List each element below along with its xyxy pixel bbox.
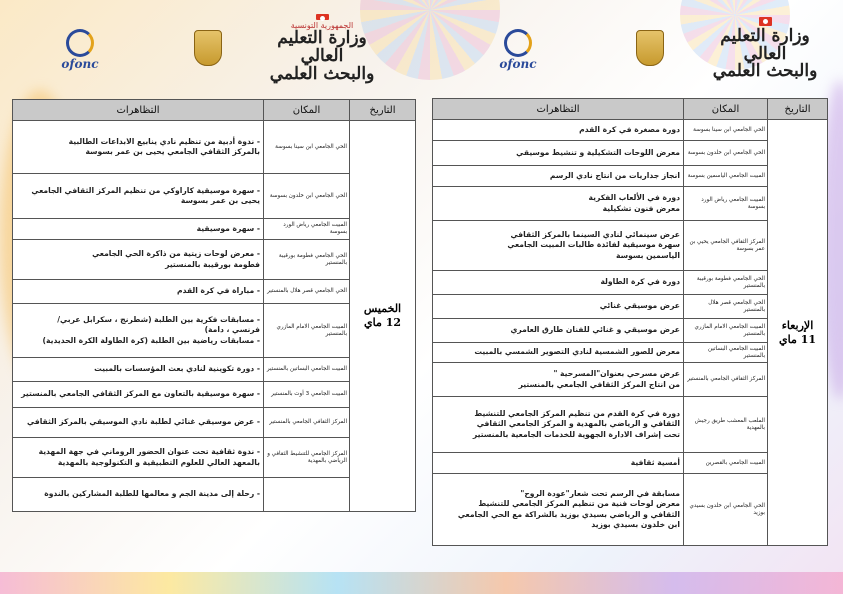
event-line: - سهرة موسيقية كاراوكي من تنظيم المركز الثقافي الجامعي xyxy=(31,185,260,195)
event-line: دورة في الألعاب الفكرية xyxy=(588,193,680,203)
event-line: - ندوة أدبية من تنظيم نادي ينابيع الابداعات الطالبية xyxy=(68,136,260,146)
event-line: الياسمين بسوسة xyxy=(616,250,680,260)
place-cell: المبيت الجامعي رياض الورد بسوسة xyxy=(264,219,350,240)
place-cell: الحي الجامعي ابن خلدون بسيدي بوزيد xyxy=(684,474,768,546)
event-line: عرض مسرحي بعنوان"المسرحية " xyxy=(553,369,680,379)
flag-icon xyxy=(759,17,772,26)
event-line: الثقافي و الرياضي بالمهدية و المركز الجامعي الثقافي xyxy=(476,419,680,429)
ministry-title-line1: وزارة التعليم العالي xyxy=(277,28,367,67)
date-cell xyxy=(350,121,416,512)
page-header xyxy=(0,0,843,95)
decor-bottom-band xyxy=(0,572,843,594)
events-cell xyxy=(13,240,264,280)
event-line: - سهرة موسيقية xyxy=(196,223,260,233)
crest-icon xyxy=(636,30,664,66)
place-cell: المبيت الجامعي بالقصرين xyxy=(684,453,768,474)
event-line: تحت إشراف الادارة الجهوية للخدمات الجامعية بالمنستير xyxy=(472,429,680,439)
schedule-table-thursday xyxy=(12,99,416,512)
events-cell xyxy=(13,408,264,438)
day-label: الإربعاء xyxy=(781,318,814,332)
date-label: 11 ماي xyxy=(779,332,816,346)
place-cell xyxy=(264,478,350,512)
place-cell: الملعب المعشب طريق رجيش بالمهدية xyxy=(684,397,768,453)
event-line: عرض موسيقي غنائي xyxy=(599,301,680,311)
place-cell: المبيت الجامعي الامام المازري بالمنستير xyxy=(684,319,768,343)
date-cell xyxy=(768,120,828,546)
event-line: الثقافي و الرياضي بسيدي بوزيد بالشراكة مع الحي الجامعي xyxy=(457,509,680,519)
event-line: - سهرة موسيقية بالتعاون مع المركز الثقافي الجامعي بالمنستير xyxy=(21,389,260,399)
ministry-logo-center xyxy=(262,14,382,84)
events-cell xyxy=(13,358,264,382)
date-label: 12 ماي xyxy=(364,316,401,329)
events-cell xyxy=(433,187,684,221)
ministry-title-line2: والبحث العلمي xyxy=(269,64,375,85)
event-line: - رحلة إلى مدينة الجم و معالمها للطلبة المشاركين بالندوة xyxy=(44,489,260,499)
ofonc-mark-icon xyxy=(66,29,94,57)
place-cell: الحي الجامعي ابن سينا بسوسة xyxy=(684,120,768,141)
tunisia-crest-right xyxy=(630,28,670,68)
republic-label: الجمهورية xyxy=(320,21,354,31)
events-cell xyxy=(433,397,684,453)
events-cell xyxy=(13,382,264,408)
ministry-logo-right xyxy=(700,14,830,84)
place-cell: المبيت الجامعي الياسمين بسوسة xyxy=(684,166,768,187)
place-cell: المركز الجامعي للتنشيط الثقافي و الرياضي بالمهدية xyxy=(264,438,350,478)
events-cell xyxy=(13,438,264,478)
place-cell: الحي الجامعي ابن خلدون بسوسة xyxy=(684,141,768,166)
col-header-place: المكان xyxy=(264,100,350,121)
place-cell: الحي الجامعي ابن خلدون بسوسة xyxy=(264,174,350,219)
place-cell: المبيت الجامعي 3 أوت بالمنستير xyxy=(264,382,350,408)
ministry-title-line1: وزارة التعليم العالي xyxy=(720,25,810,64)
events-cell xyxy=(433,295,684,319)
events-cell xyxy=(433,221,684,271)
place-cell: المركز الثقافي الجامعي بالمنستير xyxy=(684,363,768,397)
place-cell: الحي الجامعي ابن سينا بسوسة xyxy=(264,121,350,174)
events-cell xyxy=(13,478,264,512)
event-line: عرض موسيقي و غنائي للفنان طارق العامري xyxy=(510,325,680,335)
events-cell xyxy=(433,474,684,546)
ofonc-logo-right xyxy=(488,20,548,80)
schedule-table-wednesday xyxy=(432,98,828,546)
tunisia-crest-left xyxy=(188,28,228,68)
event-line: دورة في كرة الطاولة xyxy=(600,277,680,287)
events-cell xyxy=(433,166,684,187)
event-line: - عرض موسيقي غنائي لطلبة نادي الموسيقي بالمركز الثقافي xyxy=(27,417,260,427)
table-row xyxy=(13,121,416,174)
events-cell xyxy=(13,219,264,240)
events-cell xyxy=(433,319,684,343)
col-header-date: التاريخ xyxy=(768,99,828,120)
place-cell: المركز الثقافي الجامعي بالمنستير xyxy=(264,408,350,438)
events-cell xyxy=(13,121,264,174)
event-line: - دورة تكوينية لنادي بعث المؤسسات بالمبيت xyxy=(94,364,260,374)
place-cell: المبيت الجامعي رياض الورد بسوسة xyxy=(684,187,768,221)
event-line: دورة في كرة القدم من تنظيم المركز الجامعي للتنشيط xyxy=(474,409,680,419)
events-cell xyxy=(433,120,684,141)
events-cell xyxy=(433,271,684,295)
crest-icon xyxy=(194,30,222,66)
event-line: مسابقة في الرسم تحت شعار"عودة الروح" xyxy=(520,489,680,498)
event-line: بالمعهد العالي للعلوم التطبيقية و التكنولوجية بالمهدية xyxy=(57,457,260,467)
tunisian-label: التونسية xyxy=(290,21,319,31)
events-cell xyxy=(13,174,264,219)
event-line: معرض لوحات فنية من تنظيم المركز الجامعي للتنشيط xyxy=(478,499,680,509)
place-cell: الحي الجامعي فطومة بورقيبة بالمنستير xyxy=(684,271,768,295)
event-line: معرض فنون تشكيلية xyxy=(602,203,680,213)
event-line: أمسية ثقافية xyxy=(630,457,680,467)
ofonc-label: ofonc xyxy=(499,57,537,71)
events-cell xyxy=(433,141,684,166)
place-cell: المبيت الجامعي الامام المازري بالمنستير xyxy=(264,304,350,358)
event-line: - مسابقات فكرية بين الطلبة (شطرنج ، سكرابل عربي/ xyxy=(57,315,260,325)
event-line: - معرض لوحات زيتية من ذاكرة الحي الجامعي xyxy=(92,249,260,259)
place-cell: الحي الجامعي قصر هلال بالمنستير xyxy=(684,295,768,319)
place-cell: المبيت الجامعي البساتين بالمنستير xyxy=(264,358,350,382)
ofonc-logo-left xyxy=(50,20,110,80)
event-line: - مسابقات رياضية بين الطلبة (كرة الطاولة الكرة الحديدية) xyxy=(42,335,260,345)
day-label: الخميس xyxy=(363,302,402,316)
flag-icon xyxy=(316,14,329,20)
place-cell: الحي الجامعي قصر هلال بالمنستير xyxy=(264,280,350,304)
event-line: عرض سينمائي لنادي السينما بالمركز الثقافي xyxy=(510,230,680,240)
event-line: بالمركز الثقافي الجامعي يحيى بن عمر بسوسة xyxy=(85,147,260,156)
ministry-title-line2: والبحث العلمي xyxy=(712,61,818,82)
event-line: سهرة موسيقية لفائدة طالبات المبيت الجامعي xyxy=(507,240,680,250)
events-cell xyxy=(13,304,264,358)
event-line: فطومة بورقيبة بالمنستير xyxy=(165,259,260,269)
place-cell: المركز الثقافي الجامعي يحيي بن عمر بسوسة xyxy=(684,221,768,271)
place-cell: المبيت الجامعي البساتين بالمنستير xyxy=(684,343,768,363)
col-header-place: المكان xyxy=(684,99,768,120)
event-line: انجاز جداريات من انتاج نادي الرسم xyxy=(549,170,680,180)
event-line: ابن خلدون بسيدي بوزيد xyxy=(591,519,680,529)
event-line: معرض للصور الشمسية لنادي التصوير الشمسي بالمبيت xyxy=(474,347,680,357)
events-cell xyxy=(433,363,684,397)
event-line: من انتاج المركز الثقافي الجامعي بالمنستير xyxy=(518,379,680,389)
event-line: - ندوة ثقافية تحت عنوان الحضور الروماني في جهة المهدية xyxy=(38,447,260,457)
table-row xyxy=(433,120,828,141)
event-line: فرنسي ، دامة) xyxy=(204,325,260,335)
col-header-date: التاريخ xyxy=(350,100,416,121)
events-cell xyxy=(433,453,684,474)
ofonc-mark-icon xyxy=(504,29,532,57)
event-line: دورة مصغرة في كرة القدم xyxy=(579,124,680,134)
col-header-events: التظاهرات xyxy=(433,99,684,120)
col-header-events: التظاهرات xyxy=(13,100,264,121)
event-line: - مباراة في كرة القدم xyxy=(177,286,260,296)
ofonc-label: ofonc xyxy=(61,57,99,71)
place-cell: الحي الجامعي فطومة بورقيبة بالمنستير xyxy=(264,240,350,280)
event-line: يحيى بن عمر بسوسة xyxy=(180,196,260,205)
event-line: معرض اللوحات التشكيلية و تنشيط موسيقي xyxy=(516,147,680,157)
events-cell xyxy=(13,280,264,304)
events-cell xyxy=(433,343,684,363)
